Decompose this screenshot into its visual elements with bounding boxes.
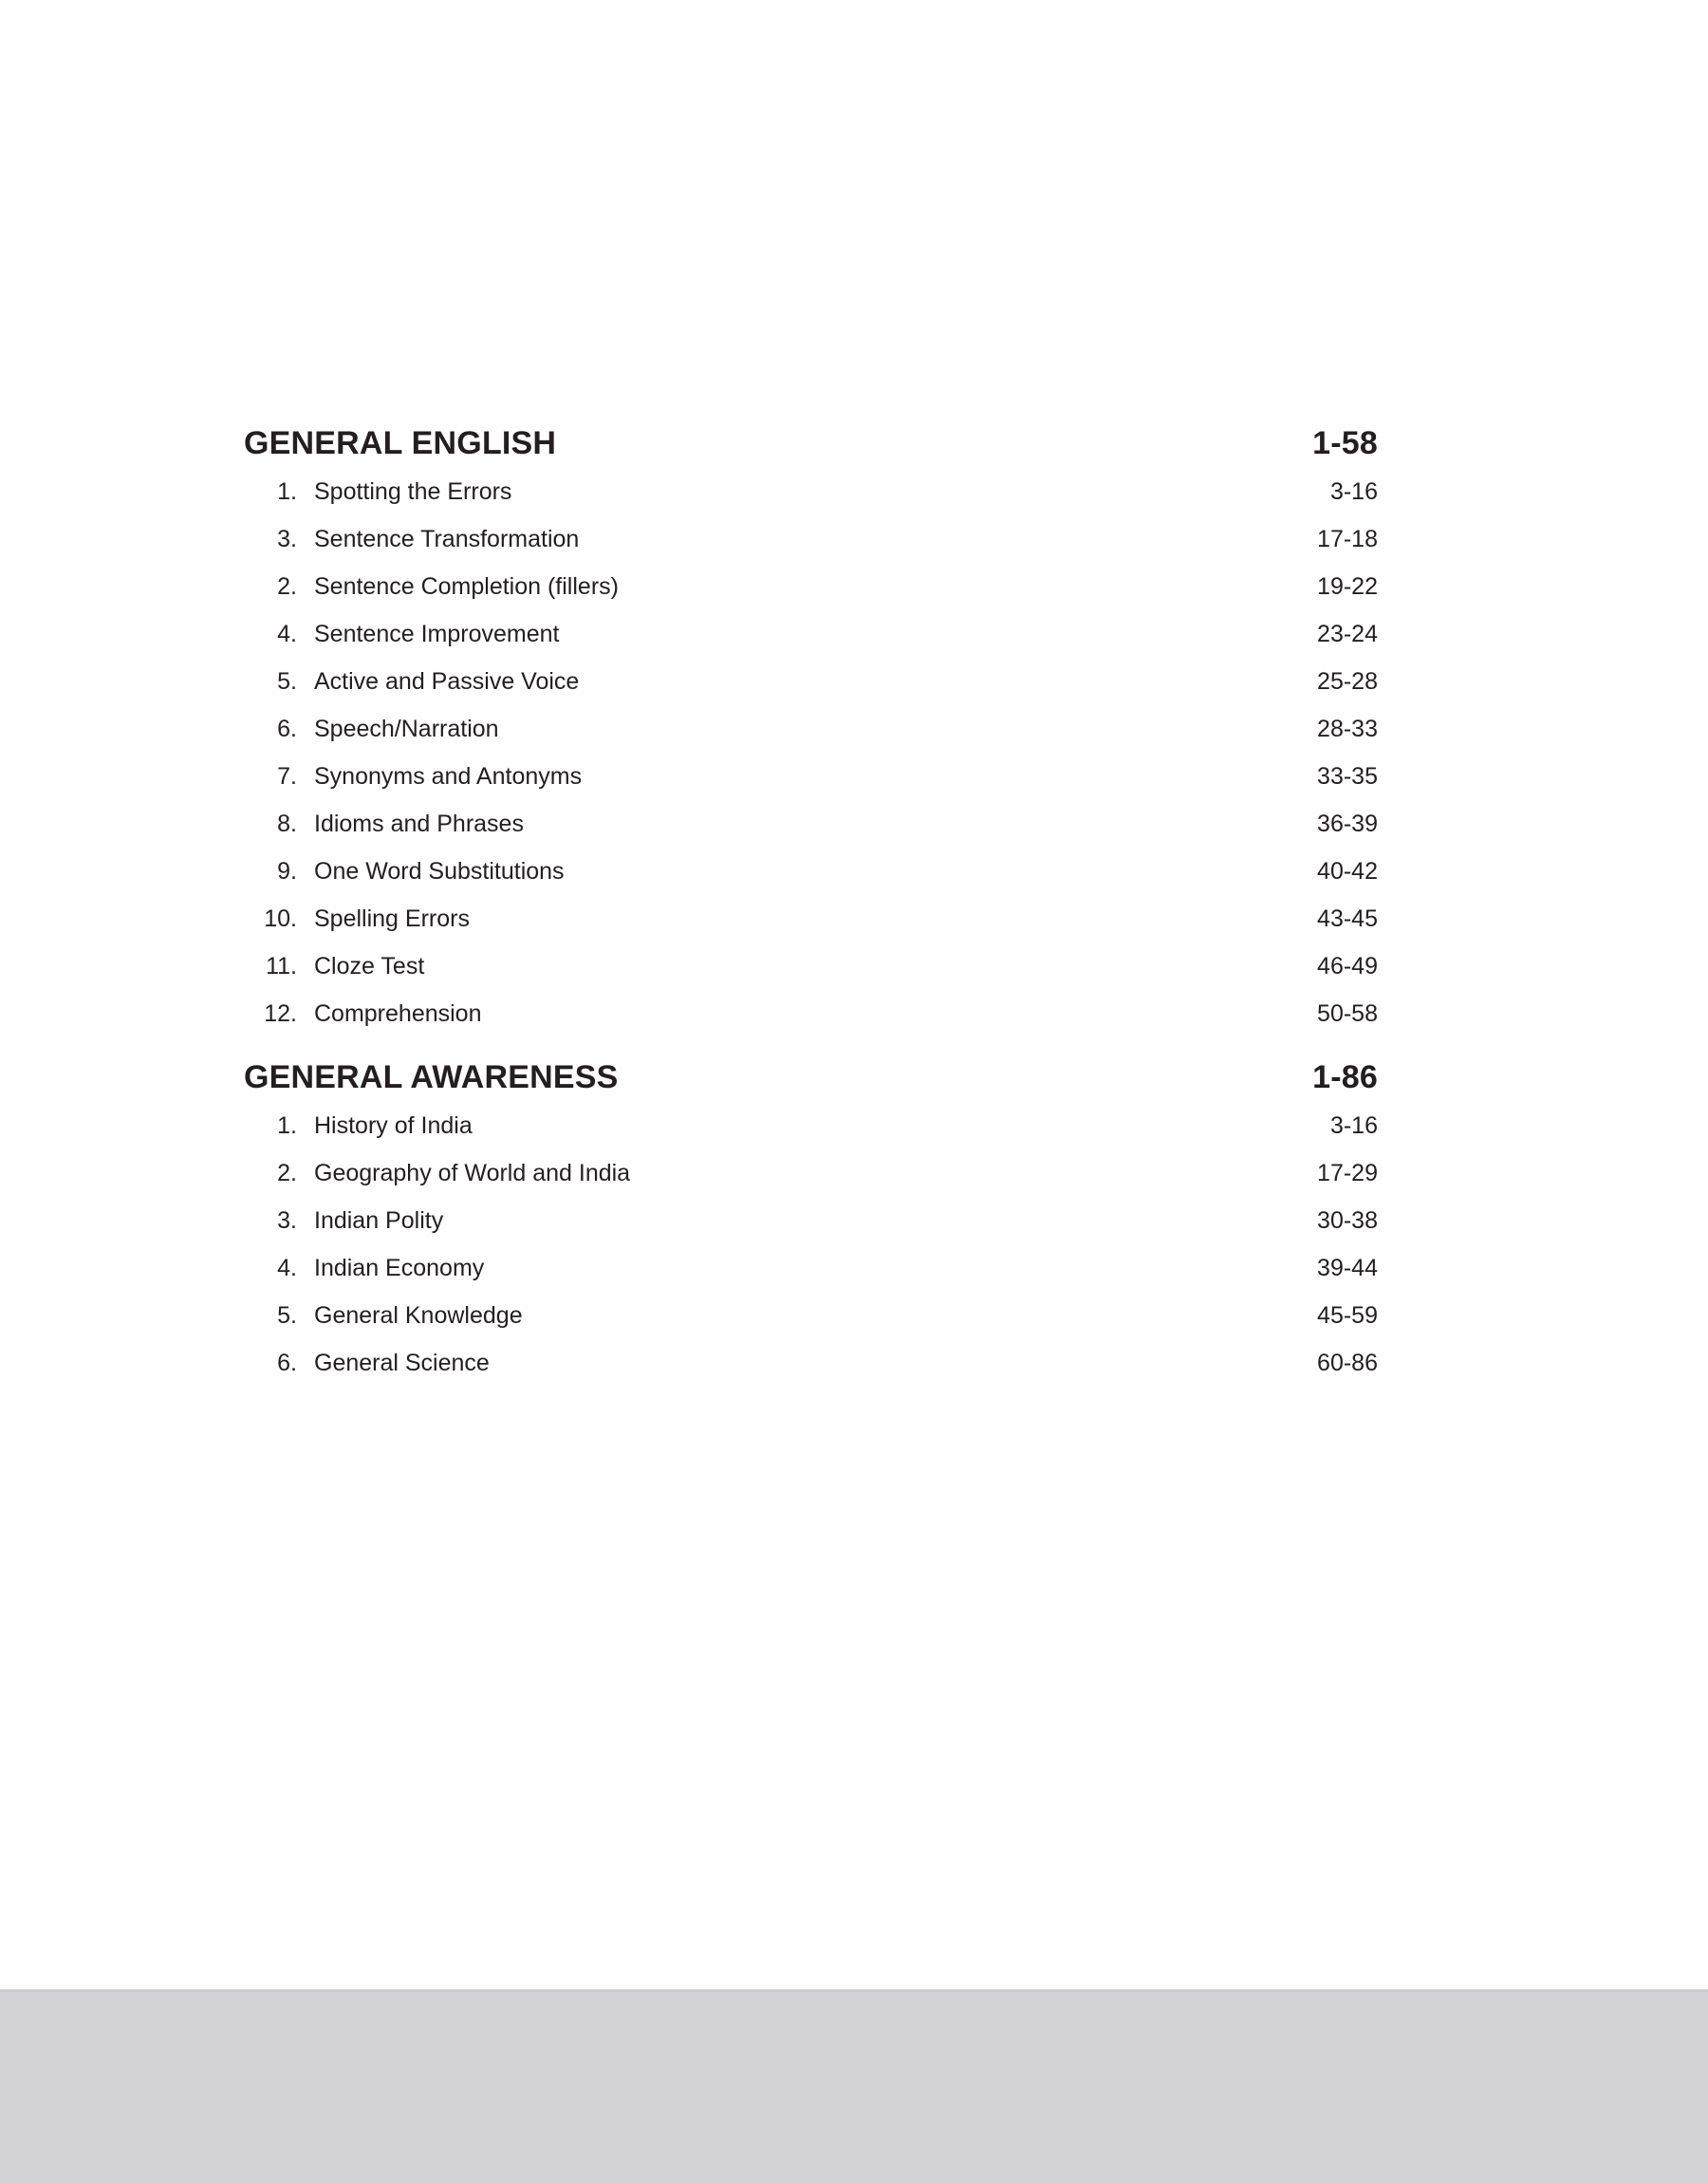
entry-pages: 46-49: [1317, 953, 1378, 980]
entry-number: 12.: [264, 1000, 297, 1027]
entry-pages: 23-24: [1317, 621, 1378, 647]
entry-pages: 50-58: [1317, 1000, 1378, 1027]
entry-title: One Word Substitutions: [314, 858, 565, 885]
entry-title: General Knowledge: [314, 1302, 523, 1329]
entry-number: 5.: [277, 1302, 297, 1329]
toc-entry[interactable]: [244, 858, 1378, 905]
entry-number: 1.: [277, 1112, 297, 1139]
toc-entry[interactable]: [244, 478, 1378, 526]
toc-section-general-english: [244, 425, 1378, 1048]
entry-pages: 43-45: [1317, 905, 1378, 932]
entry-pages: 45-59: [1317, 1302, 1378, 1329]
toc-entry[interactable]: [244, 811, 1378, 858]
entry-number: 10.: [264, 905, 297, 932]
entry-title: General Science: [314, 1350, 490, 1376]
toc-entry[interactable]: [244, 1255, 1378, 1302]
viewer-background-band: [0, 1989, 1708, 2183]
entry-number: 3.: [277, 1207, 297, 1234]
entry-pages: 39-44: [1317, 1255, 1378, 1281]
entry-title: Active and Passive Voice: [314, 668, 580, 695]
entry-title: Sentence Improvement: [314, 621, 560, 647]
toc-entry[interactable]: [244, 905, 1378, 953]
toc-entry[interactable]: [244, 1207, 1378, 1255]
entry-pages: 19-22: [1317, 573, 1378, 600]
toc-section-general-awareness: [244, 1059, 1378, 1397]
entry-title: Synonyms and Antonyms: [314, 763, 583, 790]
entry-title: Indian Polity: [314, 1207, 444, 1234]
entry-pages: 36-39: [1317, 811, 1378, 837]
entry-pages: 3-16: [1329, 478, 1378, 505]
section-items: [244, 1112, 1378, 1397]
entry-number: 8.: [277, 811, 297, 837]
entry-number: 2.: [277, 573, 297, 600]
entry-pages: 30-38: [1317, 1207, 1378, 1234]
toc-entry[interactable]: [244, 526, 1378, 573]
entry-title: Sentence Transformation: [314, 526, 580, 552]
entry-title: History of India: [314, 1112, 473, 1139]
toc-entry[interactable]: [244, 763, 1378, 811]
entry-number: 4.: [277, 621, 297, 647]
toc-entry[interactable]: [244, 1112, 1378, 1160]
entry-pages: 17-18: [1317, 526, 1378, 552]
toc-entry[interactable]: [244, 1000, 1378, 1048]
section-title: GENERAL AWARENESS: [244, 1059, 619, 1095]
entry-pages: 40-42: [1317, 858, 1378, 885]
section-page-range: 1-86: [1312, 1059, 1378, 1095]
toc-entry[interactable]: [244, 668, 1378, 716]
section-items: [244, 478, 1378, 1048]
section-page-range: 1-58: [1312, 425, 1378, 461]
toc-entry[interactable]: [244, 953, 1378, 1000]
entry-pages: 17-29: [1317, 1160, 1378, 1186]
entry-title: Idioms and Phrases: [314, 811, 524, 837]
section-heading: [244, 1059, 1378, 1107]
entry-title: Indian Economy: [314, 1255, 485, 1281]
entry-title: Sentence Completion (fillers): [314, 573, 619, 600]
toc-entry[interactable]: [244, 1350, 1378, 1397]
entry-title: Geography of World and India: [314, 1160, 631, 1186]
entry-number: 6.: [277, 716, 297, 742]
entry-number: 2.: [277, 1160, 297, 1186]
entry-number: 6.: [277, 1350, 297, 1376]
entry-number: 5.: [277, 668, 297, 695]
entry-pages: 3-16: [1329, 1112, 1378, 1139]
entry-pages: 60-86: [1317, 1350, 1378, 1376]
entry-title: Comprehension: [314, 1000, 482, 1027]
table-of-contents: [244, 425, 1378, 1397]
entry-title: Spotting the Errors: [314, 478, 512, 505]
entry-number: 7.: [277, 763, 297, 790]
entry-number: 9.: [277, 858, 297, 885]
entry-pages: 28-33: [1317, 716, 1378, 742]
toc-entry[interactable]: [244, 621, 1378, 668]
entry-pages: 25-28: [1317, 668, 1378, 695]
toc-entry[interactable]: [244, 716, 1378, 763]
toc-entry[interactable]: [244, 573, 1378, 621]
entry-number: 4.: [277, 1255, 297, 1281]
entry-title: Cloze Test: [314, 953, 425, 980]
entry-number: 3.: [277, 526, 297, 552]
section-title: GENERAL ENGLISH: [244, 425, 557, 461]
toc-entry[interactable]: [244, 1302, 1378, 1350]
entry-pages: 33-35: [1317, 763, 1378, 790]
section-heading: [244, 425, 1378, 473]
entry-title: Speech/Narration: [314, 716, 499, 742]
toc-entry[interactable]: [244, 1160, 1378, 1207]
entry-number: 1.: [277, 478, 297, 505]
entry-title: Spelling Errors: [314, 905, 470, 932]
entry-number: 11.: [266, 953, 297, 980]
